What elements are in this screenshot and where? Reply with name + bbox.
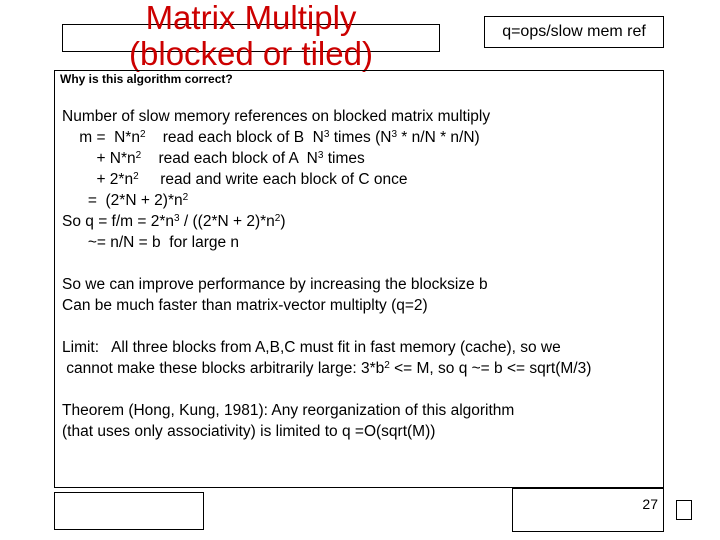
p1-line-1: Number of slow memory references on blocked matrix multiply — [62, 108, 491, 125]
missing-glyph-icon — [676, 500, 692, 520]
p1-line-5: = $(2*N + 2)*n^2$ — [62, 192, 189, 209]
p3-line-2: cannot make these blocks arbitrarily large: $3*b^2 <= M$, so q ~= b <= sqrt(M/3) — [62, 360, 592, 377]
title-line-2: (blocked or tiled) — [129, 35, 373, 72]
title-line-1: Matrix Multiply — [145, 0, 357, 36]
side-note: Why is this algorithm correct? — [60, 72, 233, 86]
page-number: 27 — [642, 496, 658, 512]
slide-subtitle: q=ops/slow mem ref — [502, 23, 646, 40]
p2-line-1: So we can improve performance by increasing the blocksize b — [62, 276, 488, 293]
p1-line-2: $m = N*n^2$ read each block of B $N^3$ times $(N^3 * n/N * n/N)$ — [62, 129, 480, 146]
p1-line-4: + $2*n^2$ read and write each block of C once — [62, 171, 408, 188]
p4-line-1: Theorem (Hong, Kung, 1981): Any reorganization of this algorithm — [62, 402, 515, 419]
p1-line-3: + $N*n^2$ read each block of A $N^3$ times — [62, 150, 365, 167]
slide-title — [62, 0, 440, 72]
footer-left-frame — [54, 492, 204, 530]
p2-line-2: Can be much faster than matrix-vector multiplty (q=2) — [62, 297, 428, 314]
p4-line-2: (that uses only associativity) is limited to q =O(sqrt(M)) — [62, 423, 436, 440]
p1-line-7: ~= n/N = b for large n — [62, 234, 240, 251]
p3-line-1: Limit: All three blocks from A,B,C must fit in fast memory (cache), so we — [62, 339, 561, 356]
p1-line-6: So $q = f/m = 2*n^3 / ((2*N + 2)*n^2)$ — [62, 213, 286, 230]
